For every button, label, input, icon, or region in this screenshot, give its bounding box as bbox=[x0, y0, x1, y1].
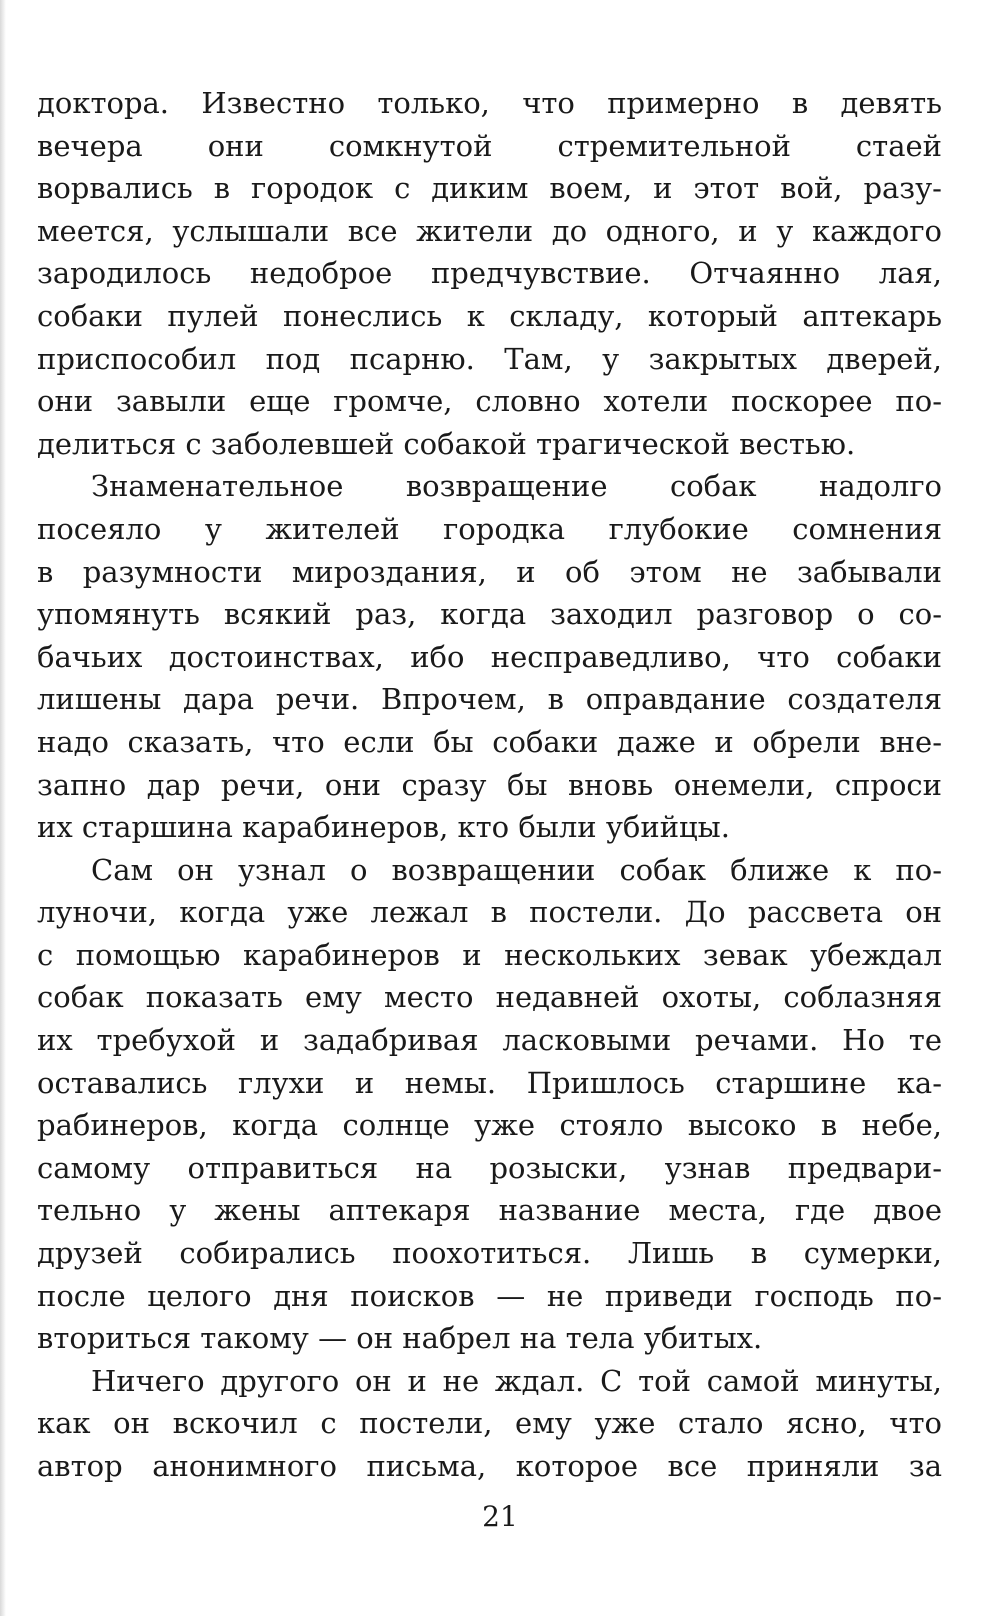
text-line: после целого дня поисков — не приведи господь по- bbox=[37, 1278, 942, 1313]
text-line: меется, услышали все жители до одного, и у каждого bbox=[37, 213, 942, 248]
text-line: доктора. Известно только, что примерно в девять bbox=[37, 86, 942, 120]
text-line: тельно у жены аптекаря название места, где двое bbox=[37, 1193, 942, 1228]
text-line: луночи, когда уже лежал в постели. До рассвета он bbox=[37, 895, 942, 930]
text-line: их требухой и задабривая ласковыми речами. Но те bbox=[37, 1023, 942, 1058]
page-edge-shadow bbox=[0, 0, 6, 1616]
text-line: ворвались в городок с диким воем, и этот вой, разу- bbox=[37, 171, 942, 206]
text-line: вториться такому — он набрел на тела убитых. bbox=[37, 1321, 763, 1356]
text-line: делиться с заболевшей собакой трагической вестью. bbox=[37, 426, 856, 461]
text-line: вечера они сомкнутой стремительной стаей bbox=[37, 128, 942, 163]
text-line: рабинеров, когда солнце уже стояло высоко в небе, bbox=[37, 1108, 942, 1143]
text-line: Ничего другого он и не ждал. С той самой минуты, bbox=[91, 1363, 942, 1398]
text-line: Сам он узнал о возвращении собак ближе к по- bbox=[91, 852, 942, 887]
text-line: лишены дара речи. Впрочем, в оправдание создателя bbox=[37, 682, 942, 717]
text-line: надо сказать, что если бы собаки даже и обрели вне- bbox=[37, 724, 942, 759]
text-line: собаки пулей понеслись к складу, который аптекарь bbox=[37, 298, 942, 333]
text-line: Знаменательное возвращение собак надолго bbox=[91, 469, 942, 504]
text-line: приспособил под псарню. Там, у закрытых дверей, bbox=[37, 341, 942, 376]
text-line: их старшина карабинеров, кто были убийцы. bbox=[37, 810, 730, 845]
text-line: оставались глухи и немы. Пришлось старшине ка- bbox=[37, 1065, 942, 1100]
text-line: бачьих достоинствах, ибо несправедливо, что собаки bbox=[37, 639, 942, 674]
text-line: друзей собирались поохотиться. Лишь в сумерки, bbox=[37, 1236, 942, 1271]
body-text bbox=[37, 82, 942, 1488]
text-line: самому отправиться на розыски, узнав предвари- bbox=[37, 1150, 942, 1185]
text-line: зародилось недоброе предчувствие. Отчаянно лая, bbox=[37, 256, 942, 291]
text-line: как он вскочил с постели, ему уже стало ясно, что bbox=[37, 1406, 942, 1441]
text-line: запно дар речи, они сразу бы вновь онемели, спроси bbox=[37, 767, 942, 802]
text-line: посеяло у жителей городка глубокие сомнения bbox=[37, 511, 942, 546]
text-line: автор анонимного письма, которое все приняли за bbox=[37, 1449, 942, 1483]
text-line: упомянуть всякий раз, когда заходил разговор о со- bbox=[37, 597, 942, 632]
text-line: с помощью карабинеров и нескольких зевак убеждал bbox=[37, 937, 942, 972]
page-number: 21 bbox=[482, 1500, 518, 1533]
text-line: собак показать ему место недавней охоты, соблазняя bbox=[37, 980, 942, 1015]
text-line: они завыли еще громче, словно хотели поскорее по- bbox=[37, 384, 942, 419]
text-line: в разумности мироздания, и об этом не забывали bbox=[37, 554, 942, 589]
